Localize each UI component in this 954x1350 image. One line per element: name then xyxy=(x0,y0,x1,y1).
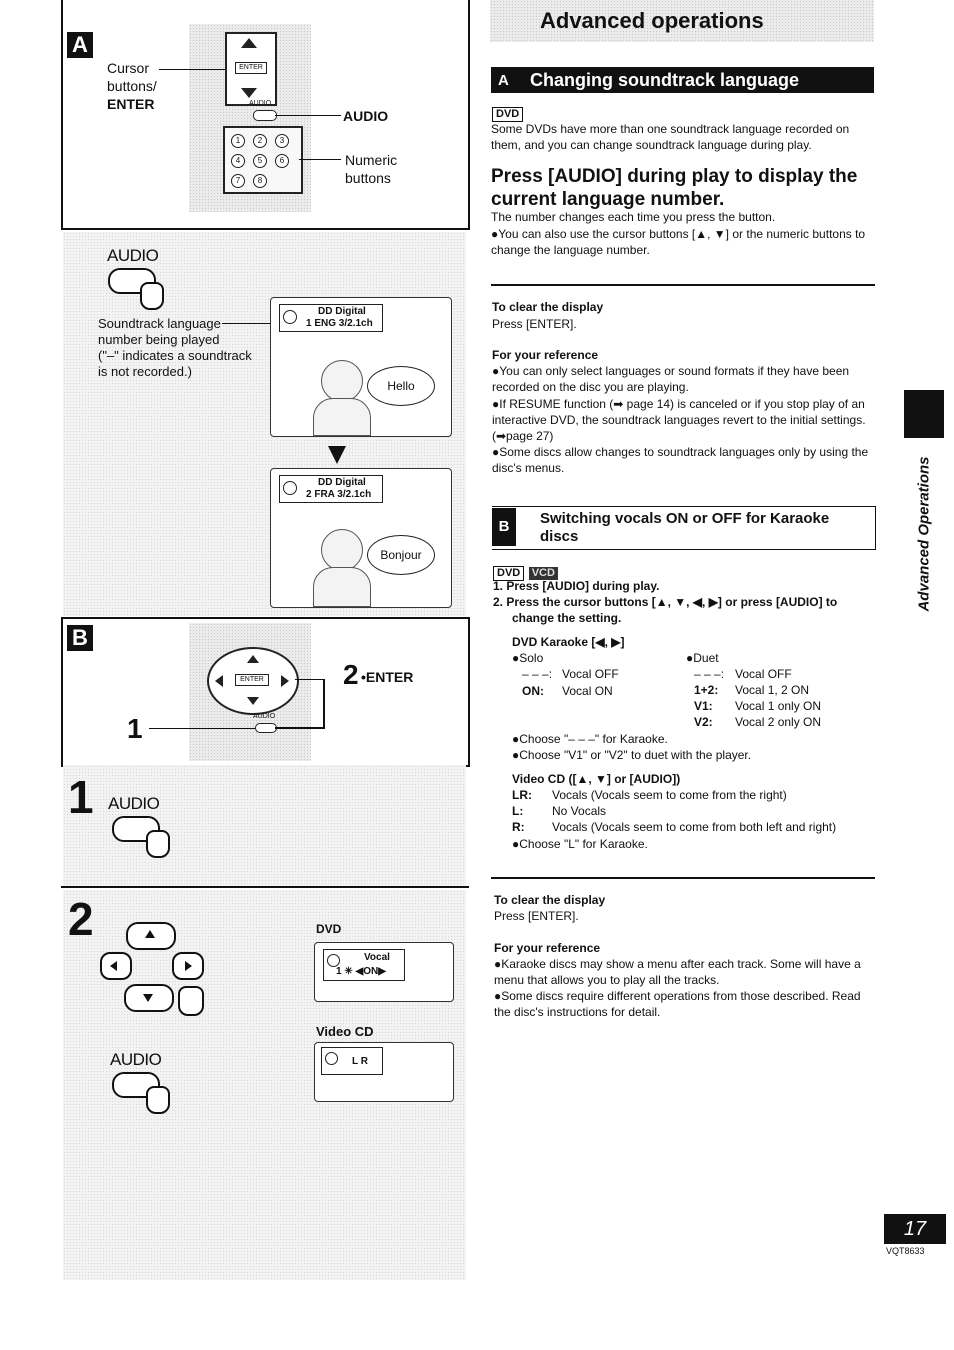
woman-illustration xyxy=(321,360,363,402)
arrow-down-icon xyxy=(328,446,346,464)
right-arrow-icon xyxy=(281,675,289,687)
dvd-karaoke-head: DVD Karaoke [◀, ▶] xyxy=(512,635,625,649)
page-number-box xyxy=(884,1214,946,1244)
step1-audio-label: AUDIO xyxy=(108,794,160,813)
osd-vocal-title: Vocal xyxy=(364,952,390,963)
tv-screen-2 xyxy=(270,468,452,608)
step2-enter-label: •ENTER xyxy=(361,669,414,685)
panel-a xyxy=(61,0,470,230)
solo-row-1-key: – – –: xyxy=(522,667,553,681)
reference-b-1: ●Karaoke discs may show a menu after each track. Some will have a menu that allows you to play all the tracks. xyxy=(494,957,861,987)
dvd-screen xyxy=(314,942,454,1002)
osd-format-2: DD Digital xyxy=(318,477,366,488)
buttons-label: buttons/ xyxy=(107,78,157,94)
b-step-2b: change the setting. xyxy=(512,611,622,625)
duet-row-1-val: Vocal OFF xyxy=(735,667,792,681)
step-heading-1: Press [AUDIO] during play to display the xyxy=(491,166,858,187)
section-b-letter-box xyxy=(492,508,516,546)
vcd-row-3-val: Vocals (Vocals seem to come from both left and right) xyxy=(552,820,837,834)
vcd-osd xyxy=(321,1047,383,1075)
language-desc-3: ("–" indicates a soundtrack xyxy=(98,348,252,363)
audio-button-label: AUDIO xyxy=(107,246,159,265)
b-step-2a: 2. Press the cursor buttons [▲, ▼, ◀, ▶] or press [AUDIO] to xyxy=(493,595,838,609)
solo-head: ●Solo xyxy=(512,651,544,665)
right-arrow-icon xyxy=(185,961,192,971)
dvd-tag-text: DVD xyxy=(492,107,523,122)
numeric-key: 6 xyxy=(275,154,289,168)
audio-key-caption: AUDIO xyxy=(253,713,276,720)
step2-leader-v xyxy=(323,679,325,727)
down-arrow-icon xyxy=(241,88,257,98)
step1-number: 1 xyxy=(127,713,143,744)
down-arrow-icon xyxy=(247,697,259,705)
vcd-choose: ●Choose "L" for Karaoke. xyxy=(512,837,648,851)
left-arrow-icon xyxy=(215,675,223,687)
numeric-key: 4 xyxy=(231,154,245,168)
up-arrow-icon xyxy=(247,655,259,663)
dvd-tag-a xyxy=(492,104,523,122)
solo-row-1-val: Vocal OFF xyxy=(562,667,619,681)
b-step-1: 1. Press [AUDIO] during play. xyxy=(493,579,660,593)
clear-display-text-a: Press [ENTER]. xyxy=(492,317,577,331)
language-desc-4: is not recorded.) xyxy=(98,364,192,379)
reference-head-a: For your reference xyxy=(492,348,599,362)
speech-bubble-2: Bonjour xyxy=(367,535,435,575)
step1-leader-r xyxy=(275,727,325,729)
vcd-row-1-key: LR: xyxy=(512,788,532,802)
vcd-row-3-key: R: xyxy=(512,820,525,834)
numeric-key: 2 xyxy=(253,134,267,148)
enter-label: ENTER xyxy=(107,96,155,112)
tv-screen-1 xyxy=(270,297,452,437)
cursor-ring xyxy=(207,647,299,715)
duet-row-2-val: Vocal 1, 2 ON xyxy=(735,683,810,697)
numeric-pad xyxy=(223,126,303,194)
duet-row-3-key: V1: xyxy=(694,699,713,713)
osd-display-1 xyxy=(279,304,383,332)
rule-b xyxy=(491,877,875,879)
audio-key xyxy=(253,110,277,121)
duet-row-4-val: Vocal 2 only ON xyxy=(735,715,822,729)
reference-a-3: ●Some discs allow changes to soundtrack languages only by using the disc's menus. xyxy=(492,445,869,475)
duet-row-4-key: V2: xyxy=(694,715,713,729)
audio-leader xyxy=(275,115,341,116)
duet-row-3-val: Vocal 1 only ON xyxy=(735,699,822,713)
enter-key: ENTER xyxy=(235,674,269,686)
section-a-intro: Some DVDs have more than one soundtrack language recorded on them, and you can change soundtrack language during play. xyxy=(491,122,850,152)
panel-b-letter: B xyxy=(67,625,93,651)
vcd-row-1-val: Vocals (Vocals seem to come from the right) xyxy=(552,788,787,802)
cursor-left-button xyxy=(100,952,132,980)
cursor-right-button xyxy=(172,952,204,980)
bullet-cursor-buttons: ●You can also use the cursor buttons [▲, ▼] or the numeric buttons to change the language number. xyxy=(491,227,866,257)
language-desc-1: Soundtrack language xyxy=(98,316,221,331)
step2-leader xyxy=(295,679,325,680)
step-heading-2: current language number. xyxy=(491,189,725,210)
cursor-label: Cursor xyxy=(107,60,150,76)
numeric-key: 3 xyxy=(275,134,289,148)
cursor-down-button xyxy=(124,984,174,1012)
numeric-key: 8 xyxy=(253,174,267,188)
rule-a xyxy=(491,284,875,286)
vcd-row-2-key: L: xyxy=(512,804,524,818)
language-desc-2: number being played xyxy=(98,332,220,347)
dvd-vocal-osd xyxy=(323,949,405,981)
page-title: Advanced operations xyxy=(540,8,764,33)
doc-code: VQT8633 xyxy=(886,1246,925,1256)
choose-karaoke: ●Choose "– – –" for Karaoke. xyxy=(512,732,668,746)
up-arrow-icon xyxy=(145,930,155,938)
duet-row-1-key: – – –: xyxy=(694,667,725,681)
video-cd-label: Video CD xyxy=(316,1024,374,1039)
page-number: 17 xyxy=(903,1218,927,1240)
osd-language-1: 1 ENG 3/2.1ch xyxy=(306,318,373,329)
numeric-key: 5 xyxy=(253,154,267,168)
cursor-pad xyxy=(225,32,277,106)
reference-head-b: For your reference xyxy=(494,941,601,955)
numeric-label-2: buttons xyxy=(345,170,391,186)
step-desc: The number changes each time you press the button. xyxy=(491,210,776,224)
section-a-heading: Changing soundtrack language xyxy=(530,70,800,90)
vcd-screen xyxy=(314,1042,454,1102)
step1-big-number: 1 xyxy=(68,771,94,823)
section-a-letter: A xyxy=(498,72,509,89)
dvd-tag-text: DVD xyxy=(493,566,524,581)
clear-display-text-b: Press [ENTER]. xyxy=(494,909,579,923)
duet-head: ●Duet xyxy=(686,651,719,665)
reference-b-2: ●Some discs require different operations from those described. Read the disc's instructions for detail. xyxy=(494,989,861,1019)
cursor-up-button xyxy=(126,922,176,950)
osd-lr: L R xyxy=(352,1056,368,1067)
woman-body xyxy=(313,398,371,436)
vcd-head: Video CD ([▲, ▼] or [AUDIO]) xyxy=(512,772,681,786)
dvd-label: DVD xyxy=(316,922,342,936)
step1-leader xyxy=(149,728,255,729)
speech-bubble-1: Hello xyxy=(367,366,435,406)
numeric-key: 1 xyxy=(231,134,245,148)
osd-format-1: DD Digital xyxy=(318,306,366,317)
down-arrow-icon xyxy=(143,994,153,1002)
reference-a-1: ●You can only select languages or sound formats if they have been recorded on the disc you are playing. xyxy=(492,364,850,394)
speaker-icon xyxy=(325,1052,338,1065)
section-b-heading-2: discs xyxy=(540,528,579,545)
section-b-letter: B xyxy=(498,518,510,535)
numeric-label: Numeric xyxy=(345,152,398,168)
pressing-hand-icon xyxy=(140,282,164,310)
audio-key-caption: AUDIO xyxy=(249,100,272,107)
woman-body xyxy=(313,567,371,607)
panel-b xyxy=(61,617,470,767)
duet-row-2-key: 1+2: xyxy=(694,683,719,697)
vcd-row-2-val: No Vocals xyxy=(552,804,607,818)
vcd-tag-text: VCD xyxy=(529,567,558,580)
choose-duet: ●Choose "V1" or "V2" to duet with the player. xyxy=(512,748,752,762)
section-b-heading-1: Switching vocals ON or OFF for Karaoke xyxy=(540,510,830,527)
osd-language-2: 2 FRA 3/2.1ch xyxy=(306,489,372,500)
pressing-hand-icon xyxy=(178,986,204,1016)
osd-display-2 xyxy=(279,475,383,503)
woman-illustration xyxy=(321,529,363,571)
cursor-leader xyxy=(159,69,225,70)
side-label: Advanced Operations xyxy=(915,456,933,612)
audio-label: AUDIO xyxy=(343,108,389,124)
numeric-leader xyxy=(299,159,341,160)
step2-audio-label: AUDIO xyxy=(110,1050,162,1069)
numeric-key: 7 xyxy=(231,174,245,188)
step2-big-number: 2 xyxy=(68,893,94,945)
pressing-hand-icon xyxy=(146,830,170,858)
divider xyxy=(61,886,469,888)
clear-display-head-b: To clear the display xyxy=(494,893,606,907)
left-arrow-icon xyxy=(110,961,117,971)
solo-row-2-key: ON: xyxy=(522,684,544,698)
osd-vocal-setting: 1 ✳ ◀ON▶ xyxy=(336,966,386,977)
speaker-icon xyxy=(283,310,297,324)
enter-key: ENTER xyxy=(235,62,267,74)
panel-a-letter: A xyxy=(67,32,93,58)
audio-key xyxy=(255,723,277,733)
up-arrow-icon xyxy=(241,38,257,48)
step2-number: 2 xyxy=(343,659,359,690)
clear-display-head-a: To clear the display xyxy=(492,300,604,314)
solo-row-2-val: Vocal ON xyxy=(562,684,613,698)
side-tab-block xyxy=(904,390,944,438)
speaker-icon xyxy=(283,481,297,495)
pressing-hand-icon xyxy=(146,1086,170,1114)
reference-a-2: ●If RESUME function (➡ page 14) is canceled or if you stop play of an interactive DVD, the soundtrack languages revert to the initial settings. (➡page 27) xyxy=(492,397,866,443)
